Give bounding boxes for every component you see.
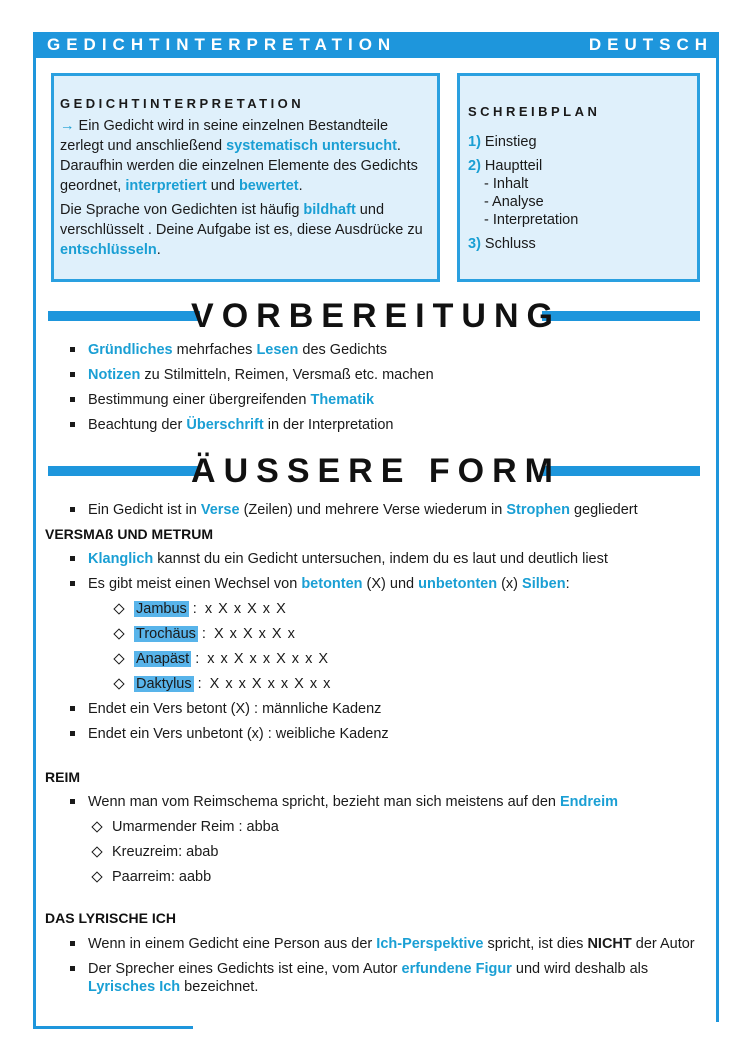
header-subject: DEUTSCH bbox=[588, 35, 713, 54]
list-item: Endet ein Vers unbetont (x) : weibliche Kadenz bbox=[68, 725, 713, 743]
meter-item-anapaest bbox=[112, 650, 512, 668]
section-title: ÄUSSERE FORM bbox=[191, 452, 561, 490]
plan-sub-item: - Analyse bbox=[484, 194, 544, 210]
meter-sep: : bbox=[193, 676, 202, 692]
highlight: unbetonten bbox=[418, 576, 498, 592]
meter-pattern: x x X x x X x x X bbox=[207, 651, 330, 667]
writing-plan-box bbox=[457, 73, 700, 282]
list-item bbox=[68, 341, 708, 359]
kadenz-list bbox=[68, 700, 713, 750]
highlight: erfundene Figur bbox=[401, 961, 512, 977]
text: Die Sprache von Gedichten ist häufig bbox=[60, 202, 304, 218]
highlight: bildhaft bbox=[303, 202, 356, 218]
plan-sublist bbox=[468, 175, 689, 229]
highlight: Lyrisches Ich bbox=[88, 979, 181, 995]
definition-heading: GEDICHTINTERPRETATION bbox=[60, 96, 305, 111]
text: (x) bbox=[497, 576, 523, 592]
meter-sep: : bbox=[197, 626, 206, 642]
rhyme-item: Paarreim: aabb bbox=[90, 868, 490, 886]
text: und verschlüsselt . Deine Aufgabe ist es, diese Ausdrücke zu bbox=[60, 202, 423, 238]
text: und bbox=[206, 178, 239, 194]
meter-list bbox=[112, 600, 512, 700]
list-item bbox=[68, 550, 713, 568]
rhyme-item: Kreuzreim: abab bbox=[90, 843, 490, 861]
highlight: Strophen bbox=[506, 502, 570, 518]
highlight: Gründliches bbox=[88, 342, 173, 358]
meter-item-jambus bbox=[112, 600, 512, 618]
meter-sep: : bbox=[191, 651, 200, 667]
text: . Daraufhin werden die einzelnen Elemente des Gedichts geordnet, bbox=[60, 138, 418, 194]
list-item bbox=[68, 391, 708, 409]
text: Ein Gedicht wird in seine einzelnen Bestandteile zerlegt und anschließend bbox=[60, 118, 389, 154]
highlight: bewertet bbox=[238, 178, 299, 194]
meter-pattern: X x x X x x X x x bbox=[209, 676, 332, 692]
highlight: Verse bbox=[200, 502, 240, 518]
text: der Autor bbox=[631, 936, 695, 952]
plan-number: 3) bbox=[468, 236, 481, 252]
preparation-list bbox=[68, 341, 708, 441]
header-title: GEDICHTINTERPRETATION bbox=[47, 35, 397, 54]
form-intro-list bbox=[68, 501, 713, 526]
highlight: Überschrift bbox=[186, 417, 264, 433]
lyrisches-ich-list bbox=[68, 935, 698, 1003]
text: Beachtung der bbox=[88, 417, 187, 433]
highlight: interpretiert bbox=[125, 178, 207, 194]
meter-name: Daktylus bbox=[136, 676, 192, 692]
highlight: Silben bbox=[522, 576, 566, 592]
subheading-reim: REIM bbox=[45, 769, 80, 785]
meter-pattern: X x X x X x bbox=[213, 626, 296, 642]
plan-label: Schluss bbox=[480, 236, 536, 252]
text: Wenn in einem Gedicht eine Person aus der bbox=[88, 936, 377, 952]
rhyme-scheme-list bbox=[90, 818, 490, 893]
meter-item-daktylus bbox=[112, 675, 512, 693]
highlight: Klanglich bbox=[88, 551, 154, 567]
highlight: Thematik bbox=[310, 392, 375, 408]
list-item bbox=[68, 575, 713, 593]
text: mehrfaches bbox=[172, 342, 257, 358]
text: Es gibt meist einen Wechsel von bbox=[88, 576, 302, 592]
text: . bbox=[156, 242, 161, 258]
rhyme-item: Umarmender Reim : abba bbox=[90, 818, 490, 836]
highlight: Notizen bbox=[88, 367, 141, 383]
versmass-list bbox=[68, 550, 713, 600]
plan-number: 1) bbox=[468, 134, 481, 150]
text: : bbox=[565, 576, 570, 592]
plan-list bbox=[468, 133, 689, 253]
text: zu Stilmitteln, Reimen, Versmaß etc. machen bbox=[140, 367, 434, 383]
plan-item-schluss bbox=[468, 235, 689, 253]
text: Bestimmung einer übergreifenden bbox=[88, 392, 311, 408]
plan-sub-item: - Inhalt bbox=[484, 176, 529, 192]
arrow-right-icon: → bbox=[60, 118, 75, 134]
subheading-lyrisches-ich: DAS LYRISCHE ICH bbox=[45, 910, 176, 926]
plan-label: Einstieg bbox=[480, 134, 537, 150]
text: und wird deshalb als bbox=[511, 961, 649, 977]
text: (X) und bbox=[362, 576, 419, 592]
text: Der Sprecher eines Gedichts ist eine, vom Autor bbox=[88, 961, 402, 977]
meter-name: Trochäus bbox=[136, 626, 196, 642]
plan-sub-item: - Interpretation bbox=[484, 212, 579, 228]
text: in der Interpretation bbox=[263, 417, 394, 433]
meter-sep: : bbox=[188, 601, 197, 617]
definition-paragraph-1 bbox=[60, 116, 431, 196]
meter-name: Anapäst bbox=[136, 651, 190, 667]
section-heading-aeussere-form bbox=[36, 453, 716, 493]
section-title: VORBEREITUNG bbox=[191, 297, 561, 335]
emphasis: NICHT bbox=[587, 936, 632, 952]
text: gegliedert bbox=[569, 502, 638, 518]
list-item bbox=[68, 501, 713, 519]
list-item: Endet ein Vers betont (X) : männliche Kadenz bbox=[68, 700, 713, 718]
frame-bottom-border bbox=[33, 1026, 193, 1029]
text: spricht, ist dies bbox=[483, 936, 588, 952]
frame-right-border bbox=[716, 58, 719, 1022]
text: des Gedichts bbox=[298, 342, 388, 358]
meter-pattern: x X x X x X bbox=[204, 601, 287, 617]
text: Wenn man vom Reimschema spricht, bezieht man sich meistens auf den bbox=[88, 794, 560, 810]
plan-item-einstieg bbox=[468, 133, 689, 151]
plan-heading: SCHREIBPLAN bbox=[468, 104, 601, 119]
frame-left-border bbox=[33, 58, 36, 1028]
section-heading-vorbereitung bbox=[36, 298, 716, 338]
highlight: Ich-Perspektive bbox=[376, 936, 484, 952]
definition-box bbox=[51, 73, 440, 282]
list-item bbox=[68, 793, 713, 811]
list-item bbox=[68, 935, 698, 953]
header-bar bbox=[33, 32, 719, 58]
meter-name: Jambus bbox=[136, 601, 187, 617]
highlight: Lesen bbox=[256, 342, 299, 358]
highlight: entschlüsseln bbox=[60, 242, 157, 258]
subheading-versmass: VERSMAß UND METRUM bbox=[45, 526, 213, 542]
text: kannst du ein Gedicht untersuchen, indem du es laut und deutlich liest bbox=[153, 551, 608, 567]
highlight: systematisch untersucht bbox=[226, 138, 397, 154]
plan-item-hauptteil bbox=[468, 157, 689, 229]
list-item bbox=[68, 366, 708, 384]
meter-item-trochaeus bbox=[112, 625, 512, 643]
definition-paragraph-2 bbox=[60, 200, 431, 260]
highlight: betonten bbox=[301, 576, 363, 592]
highlight: Endreim bbox=[560, 794, 619, 810]
text: Ein Gedicht ist in bbox=[88, 502, 201, 518]
plan-number: 2) bbox=[468, 158, 481, 174]
text: . bbox=[298, 178, 303, 194]
list-item bbox=[68, 416, 708, 434]
plan-label: Hauptteil bbox=[480, 158, 543, 174]
text: bezeichnet. bbox=[180, 979, 259, 995]
reim-list bbox=[68, 793, 713, 818]
text: (Zeilen) und mehrere Verse wiederum in bbox=[239, 502, 507, 518]
list-item bbox=[68, 960, 698, 996]
